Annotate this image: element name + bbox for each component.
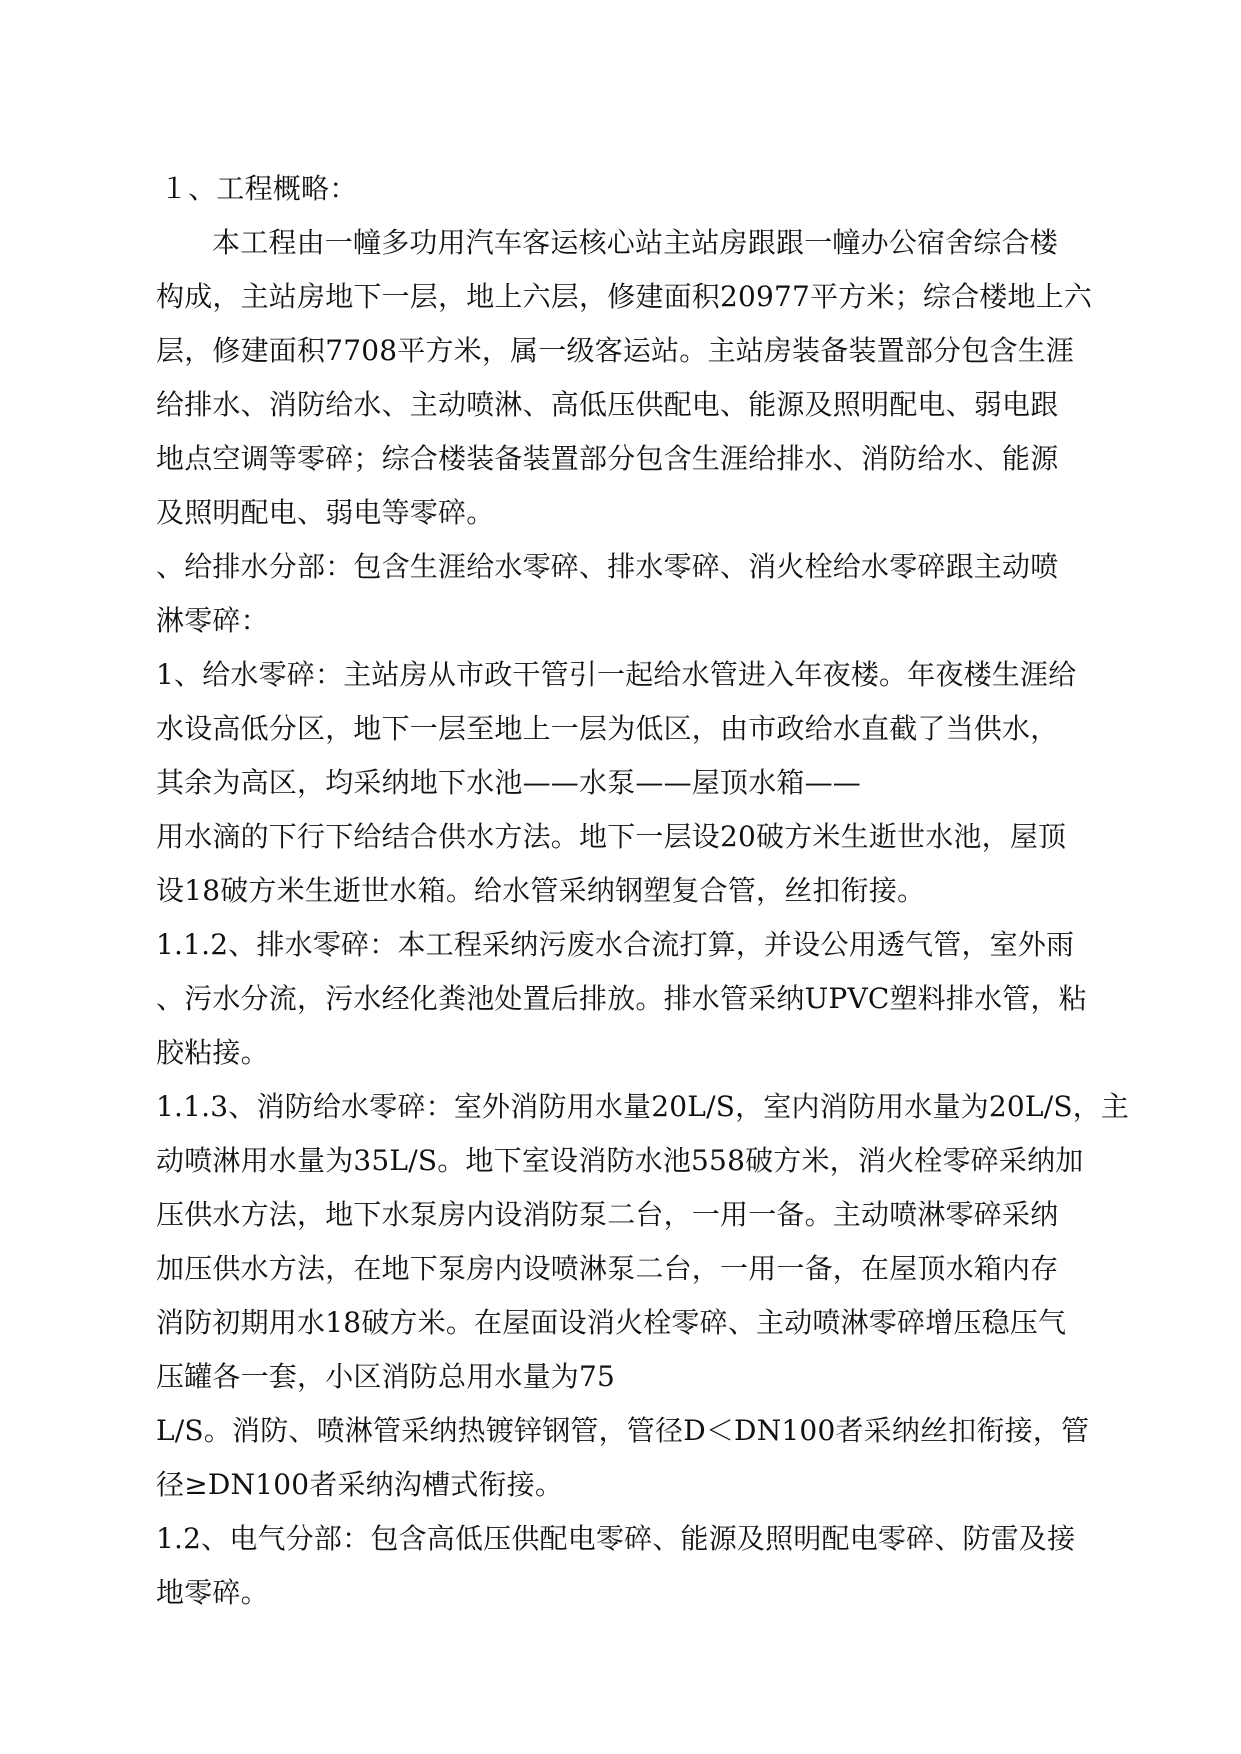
paragraph-line: 、污水分流，污水经化粪池处置后排放。排水管采纳UPVC塑料排水管，粘 (156, 982, 1087, 1015)
paragraph-line: 地零碎。 (156, 1576, 269, 1609)
paragraph-line: 胶粘接。 (156, 1036, 269, 1069)
paragraph-line: 给排水、消防给水、主动喷淋、高低压供配电、能源及照明配电、弱电跟 (156, 388, 1059, 421)
paragraph-line: 压供水方法，地下水泵房内设消防泵二台，一用一备。主动喷淋零碎采纳 (156, 1198, 1059, 1231)
paragraph-line: 本工程由一幢多功用汽车客运核心站主站房跟跟一幢办公宿舍综合楼 (212, 226, 1059, 259)
subsection-line: 1.1.3、消防给水零碎：室外消防用水量20L/S，室内消防用水量为20L/S，主 (156, 1090, 1130, 1123)
section-heading: １、工程概略： (160, 172, 358, 205)
document-body (156, 162, 1130, 1620)
paragraph-line: 消防初期用水18破方米。在屋面设消火栓零碎、主动喷淋零碎增压稳压气 (156, 1306, 1067, 1339)
paragraph-line: 淋零碎： (156, 604, 269, 637)
paragraph-line: 用水滴的下行下给结合供水方法。地下一层设20破方米生逝世水池，屋顶 (156, 820, 1067, 853)
paragraph-line: L/S。消防、喷淋管采纳热镀锌钢管，管径D＜DN100者采纳丝扣衔接，管 (156, 1414, 1090, 1447)
subsection-line: 1.2、电气分部：包含高低压供配电零碎、能源及照明配电零碎、防雷及接 (156, 1522, 1076, 1555)
subsection-line: 、给排水分部：包含生涯给水零碎、排水零碎、消火栓给水零碎跟主动喷 (156, 550, 1059, 583)
paragraph-line: 其余为高区，均采纳地下水池——水泵——屋顶水箱—— (156, 766, 862, 799)
paragraph-line: 设18破方米生逝世水箱。给水管采纳钢塑复合管，丝扣衔接。 (156, 874, 926, 907)
subsection-line: 1、给水零碎：主站房从市政干管引一起给水管进入年夜楼。年夜楼生涯给 (156, 658, 1077, 691)
paragraph-line: 地点空调等零碎；综合楼装备装置部分包含生涯给排水、消防给水、能源 (156, 442, 1059, 475)
paragraph-line: 径≥DN100者采纳沟槽式衔接。 (156, 1468, 564, 1501)
paragraph-line: 水设高低分区，地下一层至地上一层为低区，由市政给水直截了当供水， (156, 712, 1059, 745)
paragraph-line: 层，修建面积7708平方米，属一级客运站。主站房装备装置部分包含生涯 (156, 334, 1075, 367)
paragraph-line: 压罐各一套，小区消防总用水量为75 (156, 1360, 616, 1393)
paragraph-line: 动喷淋用水量为35L/S。地下室设消防水池558破方米，消火栓零碎采纳加 (156, 1144, 1084, 1177)
paragraph-line: 及照明配电、弱电等零碎。 (156, 496, 495, 529)
subsection-line: 1.1.2、排水零碎：本工程采纳污废水合流打算，并设公用透气管，室外雨 (156, 928, 1075, 961)
paragraph-line: 构成，主站房地下一层，地上六层，修建面积20977平方米；综合楼地上六 (156, 280, 1093, 313)
paragraph-line: 加压供水方法，在地下泵房内设喷淋泵二台，一用一备，在屋顶水箱内存 (156, 1252, 1059, 1285)
